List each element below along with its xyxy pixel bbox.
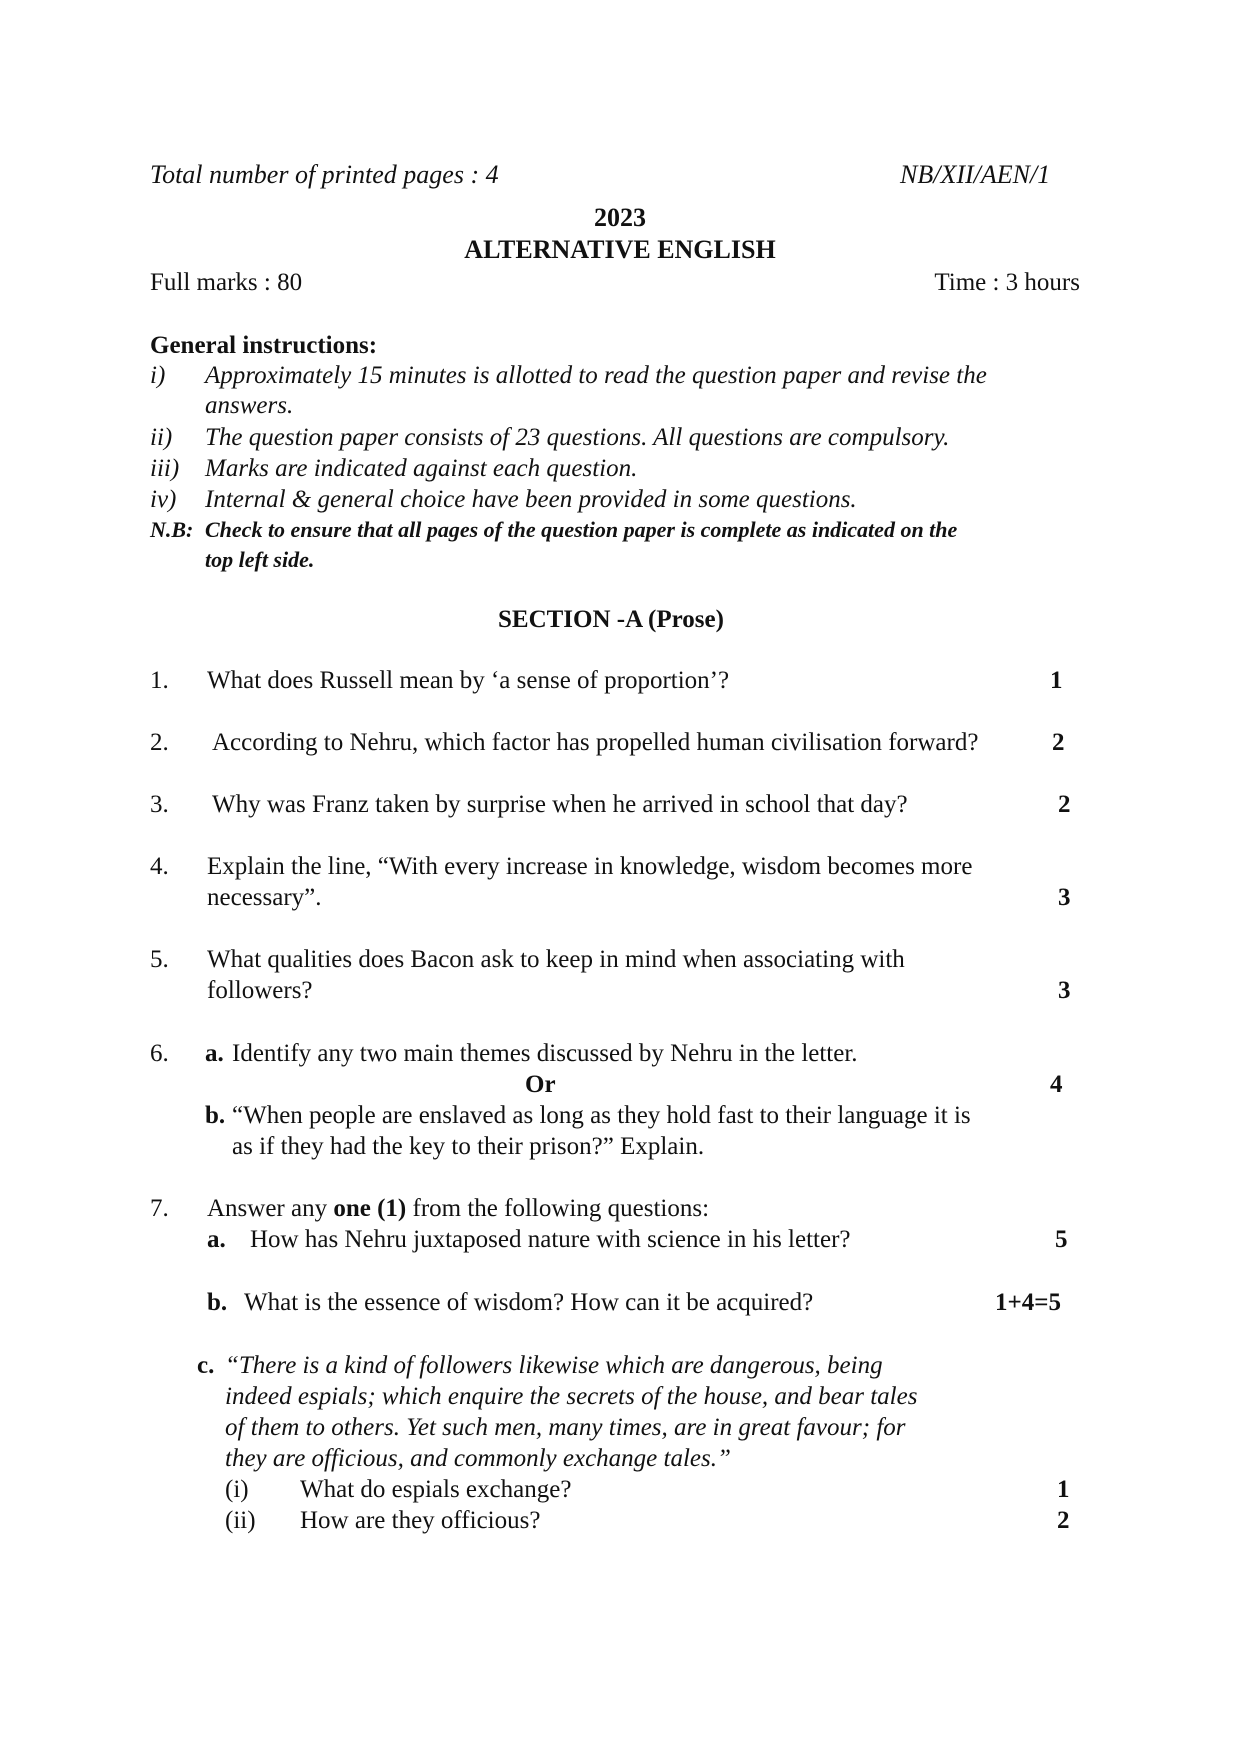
time-allowed: Time : 3 hours — [934, 269, 1080, 296]
passage-line: of them to others. Yet such men, many times, are in great favour; for — [225, 1414, 906, 1441]
instruction-text: Marks are indicated against each question. — [205, 455, 638, 482]
full-marks: Full marks : 80 — [150, 269, 303, 296]
instruction-num: iii) — [150, 455, 180, 482]
or-separator: Or — [525, 1071, 556, 1098]
question-marks: 4 — [1050, 1071, 1063, 1098]
question-text: as if they had the key to their prison?” Explain. — [232, 1133, 705, 1160]
option-label: b. — [205, 1102, 226, 1129]
passage-line: “There is a kind of followers likewise which are dangerous, being — [225, 1352, 883, 1379]
section-title: SECTION -A (Prose) — [498, 606, 724, 633]
question-number: 4. — [150, 853, 169, 880]
question-number: 5. — [150, 946, 169, 973]
sub-question-number: (i) — [225, 1476, 249, 1503]
subject-title: ALTERNATIVE ENGLISH — [464, 235, 776, 264]
question-text: followers? — [207, 977, 313, 1004]
passage-line: they are officious, and commonly exchange tales.” — [225, 1445, 731, 1472]
option-label: a. — [207, 1226, 226, 1253]
question-marks: 1+4=5 — [995, 1289, 1061, 1316]
question-marks: 3 — [1058, 977, 1071, 1004]
instruction-text: answers. — [205, 392, 294, 419]
question-text: What does Russell mean by ‘a sense of proportion’? — [207, 667, 730, 694]
instruction-text: The question paper consists of 23 questions. All questions are compulsory. — [205, 424, 950, 451]
question-number: 2. — [150, 729, 169, 756]
sub-question-number: (ii) — [225, 1507, 256, 1534]
question-number: 3. — [150, 791, 169, 818]
nb-label: N.B: — [150, 517, 194, 542]
question-number: 6. — [150, 1040, 169, 1067]
nb-text: Check to ensure that all pages of the question paper is complete as indicated on the — [205, 517, 958, 542]
question-text: Identify any two main themes discussed by Nehru in the letter. — [232, 1040, 858, 1067]
question-text: “When people are enslaved as long as they hold fast to their language it is — [232, 1102, 971, 1129]
question-number: 7. — [150, 1195, 169, 1222]
intro-text: from the following questions: — [406, 1195, 710, 1222]
sub-question-text: What do espials exchange? — [300, 1476, 572, 1503]
option-label: c. — [197, 1352, 215, 1379]
instruction-num: iv) — [150, 486, 177, 513]
option-label: b. — [207, 1289, 228, 1316]
question-text: How has Nehru juxtaposed nature with science in his letter? — [250, 1226, 851, 1253]
question-text: What is the essence of wisdom? How can it be acquired? — [244, 1289, 814, 1316]
question-text: Why was Franz taken by surprise when he arrived in school that day? — [212, 791, 908, 818]
question-marks: 3 — [1058, 884, 1071, 911]
instruction-text: Approximately 15 minutes is allotted to read the question paper and revise the — [205, 362, 987, 389]
question-marks: 2 — [1052, 729, 1065, 756]
question-intro — [207, 1195, 709, 1223]
instructions-heading: General instructions: — [150, 332, 378, 359]
option-label: a. — [205, 1040, 224, 1067]
question-marks: 2 — [1058, 791, 1071, 818]
pages-note: Total number of printed pages : 4 — [150, 160, 499, 189]
intro-text: Answer any — [207, 1195, 334, 1222]
passage-line: indeed espials; which enquire the secrets of the house, and bear tales — [225, 1383, 918, 1410]
question-text: What qualities does Bacon ask to keep in mind when associating with — [207, 946, 905, 973]
question-text: necessary”. — [207, 884, 322, 911]
paper-code: NB/XII/AEN/1 — [900, 160, 1051, 189]
question-marks: 1 — [1050, 667, 1063, 694]
instruction-text: Internal & general choice have been provided in some questions. — [205, 486, 857, 513]
question-text: Explain the line, “With every increase in knowledge, wisdom becomes more — [207, 853, 973, 880]
question-marks: 1 — [1057, 1476, 1070, 1503]
question-marks: 5 — [1055, 1226, 1068, 1253]
instruction-num: ii) — [150, 424, 173, 451]
question-number: 1. — [150, 667, 169, 694]
intro-emphasis: one (1) — [333, 1195, 407, 1222]
nb-text: top left side. — [205, 547, 315, 572]
instruction-num: i) — [150, 362, 166, 389]
question-text: According to Nehru, which factor has propelled human civilisation forward? — [212, 729, 979, 756]
question-marks: 2 — [1057, 1507, 1070, 1534]
sub-question-text: How are they officious? — [300, 1507, 541, 1534]
exam-year: 2023 — [594, 203, 646, 232]
